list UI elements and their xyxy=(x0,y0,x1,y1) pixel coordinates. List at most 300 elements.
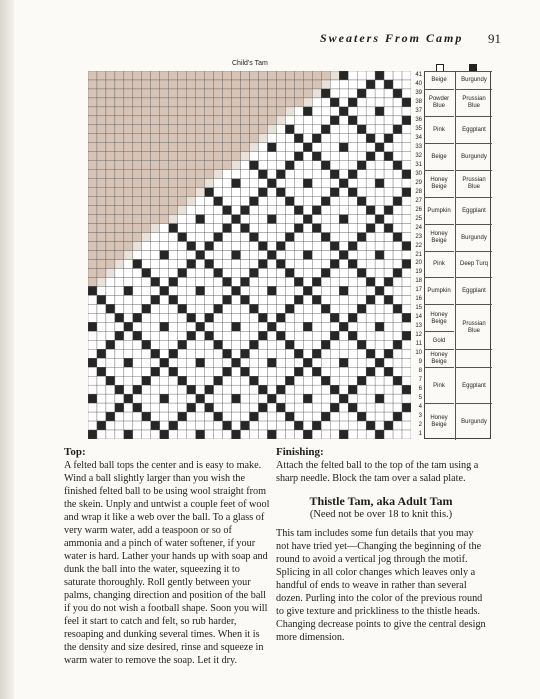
chart-cell xyxy=(160,197,169,206)
chart-cell xyxy=(133,179,142,188)
row-number: 37 xyxy=(415,107,422,114)
chart-cell xyxy=(348,385,357,394)
chart-cell xyxy=(160,412,169,421)
chart-cell xyxy=(232,251,241,260)
chart-cell xyxy=(321,394,330,403)
chart-cell xyxy=(330,215,339,224)
chart-cell xyxy=(276,286,285,295)
chart-cell xyxy=(169,268,178,277)
chart-cell xyxy=(258,116,267,125)
chart-cell xyxy=(294,107,303,116)
chart-cell xyxy=(402,188,411,197)
chart-cell xyxy=(348,152,357,161)
chart-cell xyxy=(294,71,303,80)
chart-cell xyxy=(258,268,267,277)
chart-cell xyxy=(133,134,142,143)
chart-cell xyxy=(115,224,124,233)
chart-cell xyxy=(232,116,241,125)
chart-cell xyxy=(169,421,178,430)
chart-cell xyxy=(366,197,375,206)
chart-cell xyxy=(241,313,250,322)
chart-cell xyxy=(330,107,339,116)
chart-cell xyxy=(115,170,124,179)
chart-cell xyxy=(124,340,133,349)
chart-cell xyxy=(267,116,276,125)
chart-cell xyxy=(115,358,124,367)
chart-cell xyxy=(321,170,330,179)
chart-cell xyxy=(339,259,348,268)
chart-cell xyxy=(339,71,348,80)
chart-cell xyxy=(294,98,303,107)
chart-cell xyxy=(285,71,294,80)
chart-cell xyxy=(276,116,285,125)
chart-cell xyxy=(276,89,285,98)
chart-cell xyxy=(232,421,241,430)
chart-cell xyxy=(330,358,339,367)
chart-cell xyxy=(232,188,241,197)
chart-cell xyxy=(142,125,151,134)
chart-cell xyxy=(178,349,187,358)
chart-cell xyxy=(384,331,393,340)
chart-cell xyxy=(258,197,267,206)
chart-cell xyxy=(402,89,411,98)
chart-cell xyxy=(97,188,106,197)
chart-cell xyxy=(88,322,97,331)
chart-cell xyxy=(160,125,169,134)
chart-cell xyxy=(88,340,97,349)
chart-cell xyxy=(214,322,223,331)
chart-cell xyxy=(321,89,330,98)
chart-cell xyxy=(312,71,321,80)
chart-cell xyxy=(375,295,384,304)
chart-cell xyxy=(294,80,303,89)
chart-cell xyxy=(160,215,169,224)
chart-cell xyxy=(348,412,357,421)
chart-cell xyxy=(276,197,285,206)
chart-cell xyxy=(267,412,276,421)
chart-cell xyxy=(223,98,232,107)
chart-cell xyxy=(267,98,276,107)
chart-cell xyxy=(106,421,115,430)
chart-cell xyxy=(294,304,303,313)
chart-cell xyxy=(375,358,384,367)
chart-cell xyxy=(375,286,384,295)
chart-cell xyxy=(303,367,312,376)
chart-cell xyxy=(241,98,250,107)
legend-color-b: Burgundy xyxy=(455,71,492,90)
row-number: 40 xyxy=(415,80,422,87)
chart-cell xyxy=(330,277,339,286)
chart-cell xyxy=(223,376,232,385)
chart-cell xyxy=(357,259,366,268)
chart-cell xyxy=(232,430,241,439)
chart-cell xyxy=(294,179,303,188)
chart-cell xyxy=(357,215,366,224)
chart-cell xyxy=(357,403,366,412)
row-number: 11 xyxy=(415,341,422,348)
chart-cell xyxy=(133,251,142,260)
chart-cell xyxy=(196,107,205,116)
chart-cell xyxy=(214,295,223,304)
chart-cell xyxy=(294,430,303,439)
chart-cell xyxy=(187,349,196,358)
chart-cell xyxy=(241,188,250,197)
chart-cell xyxy=(115,259,124,268)
chart-cell xyxy=(348,268,357,277)
chart-cell xyxy=(330,331,339,340)
chart-cell xyxy=(187,161,196,170)
chart-cell xyxy=(276,152,285,161)
chart-cell xyxy=(393,277,402,286)
chart-cell xyxy=(124,304,133,313)
chart-cell xyxy=(294,125,303,134)
chart-cell xyxy=(276,188,285,197)
chart-cell xyxy=(214,125,223,134)
chart-cell xyxy=(115,430,124,439)
chart-cell xyxy=(241,170,250,179)
chart-cell xyxy=(196,340,205,349)
chart-cell xyxy=(348,215,357,224)
chart-cell xyxy=(232,152,241,161)
chart-cell xyxy=(393,331,402,340)
chart-cell xyxy=(276,385,285,394)
legend-header-dark xyxy=(455,63,491,71)
chart-cell xyxy=(241,215,250,224)
chart-cell xyxy=(205,134,214,143)
chart-cell xyxy=(160,188,169,197)
chart-cell xyxy=(348,430,357,439)
chart-cell xyxy=(294,143,303,152)
chart-cell xyxy=(312,295,321,304)
chart-cell xyxy=(330,170,339,179)
chart-cell xyxy=(267,304,276,313)
chart-cell xyxy=(339,143,348,152)
chart-cell xyxy=(133,224,142,233)
chart-cell xyxy=(232,304,241,313)
chart-cell xyxy=(285,286,294,295)
chart-cell xyxy=(357,242,366,251)
chart-cell xyxy=(223,259,232,268)
chart-cell xyxy=(258,349,267,358)
chart-cell xyxy=(258,143,267,152)
chart-cell xyxy=(258,340,267,349)
chart-cell xyxy=(330,143,339,152)
chart-cell xyxy=(393,188,402,197)
chart-cell xyxy=(375,251,384,260)
chart-cell xyxy=(151,224,160,233)
chart-cell xyxy=(214,116,223,125)
chart-cell xyxy=(142,430,151,439)
chart-cell xyxy=(160,295,169,304)
chart-cell xyxy=(285,206,294,215)
chart-cell xyxy=(312,403,321,412)
chart-cell xyxy=(223,358,232,367)
chart-cell xyxy=(241,403,250,412)
chart-cell xyxy=(366,430,375,439)
chart-cell xyxy=(97,313,106,322)
chart-cell xyxy=(321,233,330,242)
chart-cell xyxy=(214,80,223,89)
chart-cell xyxy=(133,188,142,197)
chart-cell xyxy=(339,125,348,134)
chart-cell xyxy=(142,295,151,304)
chart-cell xyxy=(276,313,285,322)
chart-cell xyxy=(97,277,106,286)
chart-cell xyxy=(241,277,250,286)
chart-cell xyxy=(321,295,330,304)
chart-cell xyxy=(223,421,232,430)
chart-cell xyxy=(393,215,402,224)
chart-cell xyxy=(223,161,232,170)
chart-cell xyxy=(258,152,267,161)
chart-cell xyxy=(384,179,393,188)
chart-cell xyxy=(402,322,411,331)
chart-cell xyxy=(133,349,142,358)
chart-cell xyxy=(187,286,196,295)
chart-cell xyxy=(151,421,160,430)
chart-cell xyxy=(267,349,276,358)
chart-cell xyxy=(285,143,294,152)
chart-cell xyxy=(205,197,214,206)
chart-cell xyxy=(321,340,330,349)
chart-cell xyxy=(258,188,267,197)
chart-cell xyxy=(250,188,259,197)
chart-cell xyxy=(169,89,178,98)
chart-cell xyxy=(106,116,115,125)
chart-cell xyxy=(357,224,366,233)
chart-cell xyxy=(366,89,375,98)
chart-cell xyxy=(330,421,339,430)
chart-cell xyxy=(339,107,348,116)
chart-cell xyxy=(133,358,142,367)
chart-cell xyxy=(375,89,384,98)
chart-cell xyxy=(366,376,375,385)
row-number: 3 xyxy=(418,413,422,420)
chart-cell xyxy=(312,304,321,313)
chart-cell xyxy=(402,134,411,143)
chart-cell xyxy=(366,143,375,152)
chart-cell xyxy=(115,251,124,260)
chart-cell xyxy=(223,89,232,98)
chart-cell xyxy=(160,116,169,125)
chart-cell xyxy=(205,313,214,322)
chart-cell xyxy=(232,358,241,367)
chart-cell xyxy=(106,403,115,412)
chart-cell xyxy=(285,125,294,134)
legend-color-a: Pink xyxy=(424,367,454,404)
chart-cell xyxy=(142,277,151,286)
chart-cell xyxy=(205,367,214,376)
chart-cell xyxy=(330,268,339,277)
chart-cell xyxy=(285,277,294,286)
chart-cell xyxy=(366,403,375,412)
chart-cell xyxy=(294,340,303,349)
chart-cell xyxy=(276,107,285,116)
chart-cell xyxy=(312,268,321,277)
chart-cell xyxy=(384,421,393,430)
chart-cell xyxy=(187,367,196,376)
chart-cell xyxy=(142,268,151,277)
row-number: 14 xyxy=(415,314,422,321)
chart-cell xyxy=(348,313,357,322)
chart-cell xyxy=(375,161,384,170)
chart-cell xyxy=(402,161,411,170)
chart-cell xyxy=(393,394,402,403)
chart-cell xyxy=(250,242,259,251)
chart-cell xyxy=(115,215,124,224)
chart-cell xyxy=(106,206,115,215)
chart-cell xyxy=(160,277,169,286)
chart-cell xyxy=(205,152,214,161)
chart-cell xyxy=(250,376,259,385)
row-number: 9 xyxy=(418,359,422,366)
chart-cell xyxy=(312,277,321,286)
chart-cell xyxy=(250,224,259,233)
chart-cell xyxy=(258,215,267,224)
chart-cell xyxy=(330,340,339,349)
chart-cell xyxy=(303,242,312,251)
chart-cell xyxy=(402,358,411,367)
chart-cell xyxy=(115,277,124,286)
chart-cell xyxy=(241,367,250,376)
chart-cell xyxy=(151,322,160,331)
chart-cell xyxy=(214,331,223,340)
chart-cell xyxy=(250,367,259,376)
chart-cell xyxy=(205,430,214,439)
chart-cell xyxy=(384,385,393,394)
color-legend xyxy=(412,63,492,439)
chart-cell xyxy=(115,188,124,197)
chart-cell xyxy=(160,206,169,215)
chart-cell xyxy=(232,161,241,170)
chart-cell xyxy=(321,134,330,143)
chart-cell xyxy=(285,98,294,107)
chart-cell xyxy=(115,242,124,251)
chart-cell xyxy=(321,376,330,385)
chart-cell xyxy=(178,206,187,215)
chart-cell xyxy=(169,143,178,152)
chart-cell xyxy=(124,80,133,89)
chart-cell xyxy=(205,242,214,251)
chart-cell xyxy=(169,179,178,188)
chart-cell xyxy=(178,80,187,89)
chart-cell xyxy=(330,188,339,197)
chart-cell xyxy=(393,304,402,313)
chart-cell xyxy=(339,197,348,206)
chart-cell xyxy=(393,170,402,179)
chart-cell xyxy=(303,71,312,80)
chart-cell xyxy=(97,197,106,206)
chart-cell xyxy=(223,80,232,89)
chart-cell xyxy=(339,215,348,224)
chart-cell xyxy=(285,349,294,358)
chart-cell xyxy=(88,421,97,430)
chart-cell xyxy=(285,161,294,170)
chart-cell xyxy=(375,206,384,215)
chart-cell xyxy=(232,98,241,107)
chart-cell xyxy=(267,215,276,224)
chart-cell xyxy=(169,233,178,242)
chart-cell xyxy=(187,134,196,143)
chart-cell xyxy=(196,394,205,403)
chart-cell xyxy=(321,215,330,224)
chart-cell xyxy=(285,215,294,224)
legend-color-b: Prussian Blue xyxy=(455,170,492,198)
chart-cell xyxy=(124,125,133,134)
legend-color-b: Burgundy xyxy=(455,403,492,440)
chart-cell xyxy=(357,313,366,322)
chart-cell xyxy=(294,206,303,215)
chart-cell xyxy=(151,304,160,313)
chart-cell xyxy=(169,197,178,206)
chart-cell xyxy=(223,412,232,421)
chart-cell xyxy=(178,259,187,268)
chart-cell xyxy=(214,206,223,215)
chart-cell xyxy=(366,313,375,322)
chart-cell xyxy=(142,152,151,161)
chart-cell xyxy=(285,107,294,116)
chart-cell xyxy=(214,394,223,403)
chart-cell xyxy=(258,358,267,367)
chart-cell xyxy=(178,385,187,394)
chart-cell xyxy=(357,430,366,439)
chart-cell xyxy=(312,259,321,268)
chart-cell xyxy=(223,242,232,251)
chart-cell xyxy=(241,385,250,394)
chart-cell xyxy=(267,251,276,260)
chart-cell xyxy=(151,152,160,161)
chart-cell xyxy=(339,403,348,412)
chart-cell xyxy=(294,376,303,385)
chart-cell xyxy=(330,403,339,412)
chart-cell xyxy=(205,286,214,295)
chart-cell xyxy=(258,224,267,233)
chart-cell xyxy=(160,179,169,188)
chart-cell xyxy=(97,134,106,143)
chart-cell xyxy=(276,125,285,134)
chart-cell xyxy=(97,215,106,224)
chart-cell xyxy=(178,197,187,206)
chart-cell xyxy=(178,421,187,430)
chart-cell xyxy=(402,251,411,260)
chart-cell xyxy=(187,188,196,197)
chart-cell xyxy=(366,215,375,224)
chart-cell xyxy=(294,385,303,394)
row-number: 27 xyxy=(415,197,422,204)
chart-cell xyxy=(187,313,196,322)
chart-cell xyxy=(115,295,124,304)
chart-cell xyxy=(294,170,303,179)
chart-cell xyxy=(267,179,276,188)
chart-cell xyxy=(366,206,375,215)
chart-cell xyxy=(357,71,366,80)
chart-cell xyxy=(339,233,348,242)
chart-cell xyxy=(97,259,106,268)
chart-cell xyxy=(303,403,312,412)
chart-cell xyxy=(169,188,178,197)
chart-cell xyxy=(196,206,205,215)
chart-cell xyxy=(357,134,366,143)
legend-color-b: Prussian Blue xyxy=(455,89,492,117)
chart-cell xyxy=(115,304,124,313)
chart-cell xyxy=(357,331,366,340)
legend-color-b: Eggplant xyxy=(455,197,492,225)
chart-cell xyxy=(250,430,259,439)
chart-cell xyxy=(250,170,259,179)
chart-cell xyxy=(160,170,169,179)
chart-cell xyxy=(303,107,312,116)
chart-cell xyxy=(393,367,402,376)
